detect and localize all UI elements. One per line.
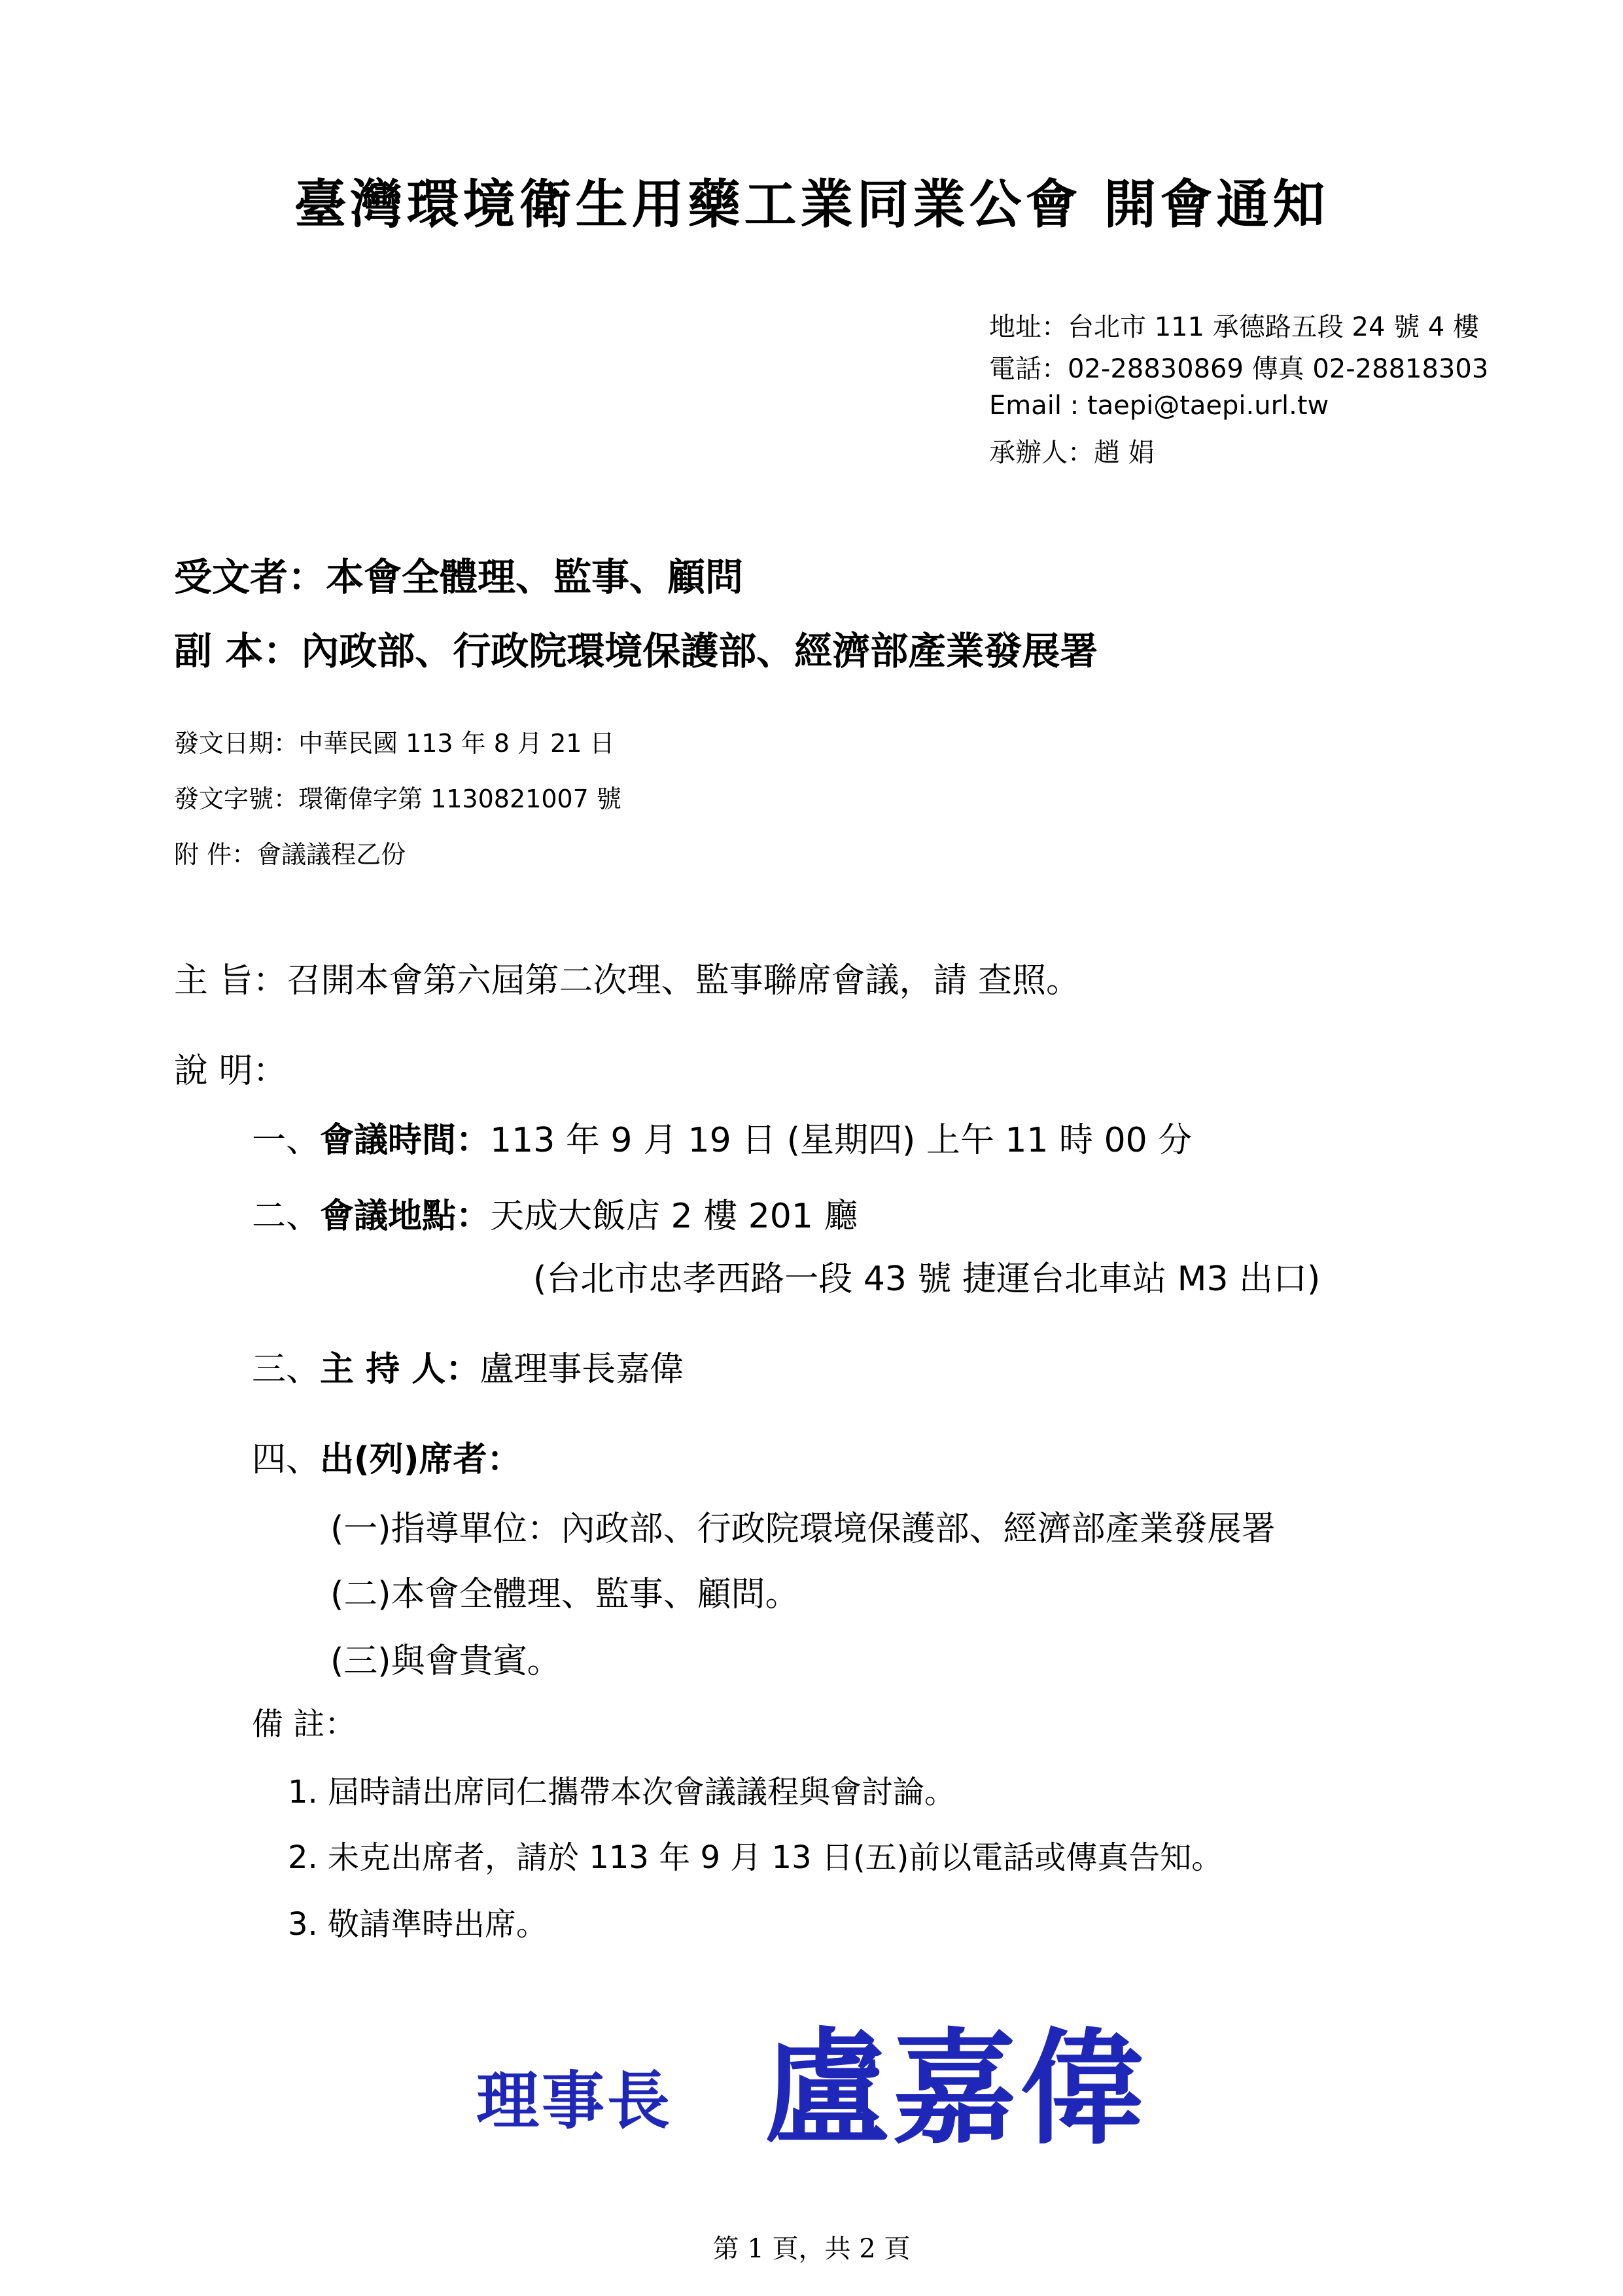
- item-time-value: 113 年 9 月 19 日 (星期四) 上午 11 時 00 分: [490, 1121, 1193, 1160]
- subject-line: 主 旨：召開本會第六屆第二次理、監事聯席會議，請 查照。: [174, 961, 1081, 1000]
- note-item: 3. 敬請準時出席。: [288, 1906, 548, 1943]
- contact-phone: 電話：02-28830869 傳真 02-28818303: [989, 354, 1489, 384]
- attendee-item: (一)指導單位：內政部、行政院環境保護部、經濟部產業發展署: [330, 1510, 1276, 1549]
- attendee-item: (二)本會全體理、監事、顧問。: [330, 1575, 799, 1614]
- item-time-prefix: 一、: [252, 1121, 321, 1160]
- signature-name: 盧嘉偉: [764, 2015, 1149, 2161]
- item-time-label: 會議時間：: [320, 1121, 491, 1160]
- item-host-label: 主 持 人：: [320, 1350, 480, 1389]
- explain-label: 說 明：: [174, 1051, 287, 1091]
- item-host: [252, 1341, 684, 1390]
- note-item: 1. 屆時請出席同仁攜帶本次會議議程與會討論。: [288, 1774, 956, 1810]
- note-item: 2. 未克出席者，請於 113 年 9 月 13 日(五)前以電話或傳真告知。: [288, 1839, 1223, 1876]
- recipient-cc-label: 副 本：: [174, 629, 302, 673]
- item-attendees-label: 出(列)席者：: [320, 1440, 521, 1479]
- item-place-detail: (台北市忠孝西路一段 43 號 捷運台北車站 M3 出口): [533, 1260, 1321, 1299]
- issue-date: 發文日期：中華民國 113 年 8 月 21 日: [174, 729, 615, 758]
- item-place-prefix: 二、: [252, 1197, 321, 1236]
- document-title: 臺灣環境衛生用藥工業同業公會 開會通知: [294, 174, 1329, 235]
- recipient-to-label: 受文者：: [174, 555, 326, 599]
- recipient-cc-value: 內政部、行政院環境保護部、經濟部產業發展署: [301, 629, 1098, 673]
- attachment: 附 件：會議議程乙份: [174, 840, 406, 869]
- item-attendees-prefix: 四、: [252, 1440, 321, 1479]
- issue-number: 發文字號：環衛偉字第 1130821007 號: [174, 785, 621, 813]
- item-attendees: [252, 1432, 521, 1481]
- notes-label: 備 註：: [252, 1706, 357, 1742]
- recipient-cc: [174, 620, 1098, 675]
- recipient-to-value: 本會全體理、監事、顧問: [326, 555, 744, 599]
- item-meeting-place: [252, 1188, 858, 1237]
- contact-handler: 承辦人：趙 娟: [989, 438, 1155, 468]
- signature-title: 理事長: [476, 2064, 672, 2138]
- item-host-prefix: 三、: [252, 1350, 321, 1389]
- item-meeting-time: [252, 1112, 1192, 1161]
- recipient-to: [174, 546, 743, 601]
- attendee-item: (三)與會貴賓。: [330, 1642, 561, 1681]
- item-place-label: 會議地點：: [320, 1197, 491, 1236]
- item-place-value: 天成大飯店 2 樓 201 廳: [490, 1197, 858, 1236]
- item-host-value: 盧理事長嘉偉: [480, 1350, 684, 1389]
- contact-address: 地址：台北市 111 承德路五段 24 號 4 樓: [989, 312, 1479, 342]
- page-footer: 第 1 頁，共 2 頁: [712, 2234, 911, 2264]
- contact-email: Email : taepi@taepi.url.tw: [989, 391, 1329, 421]
